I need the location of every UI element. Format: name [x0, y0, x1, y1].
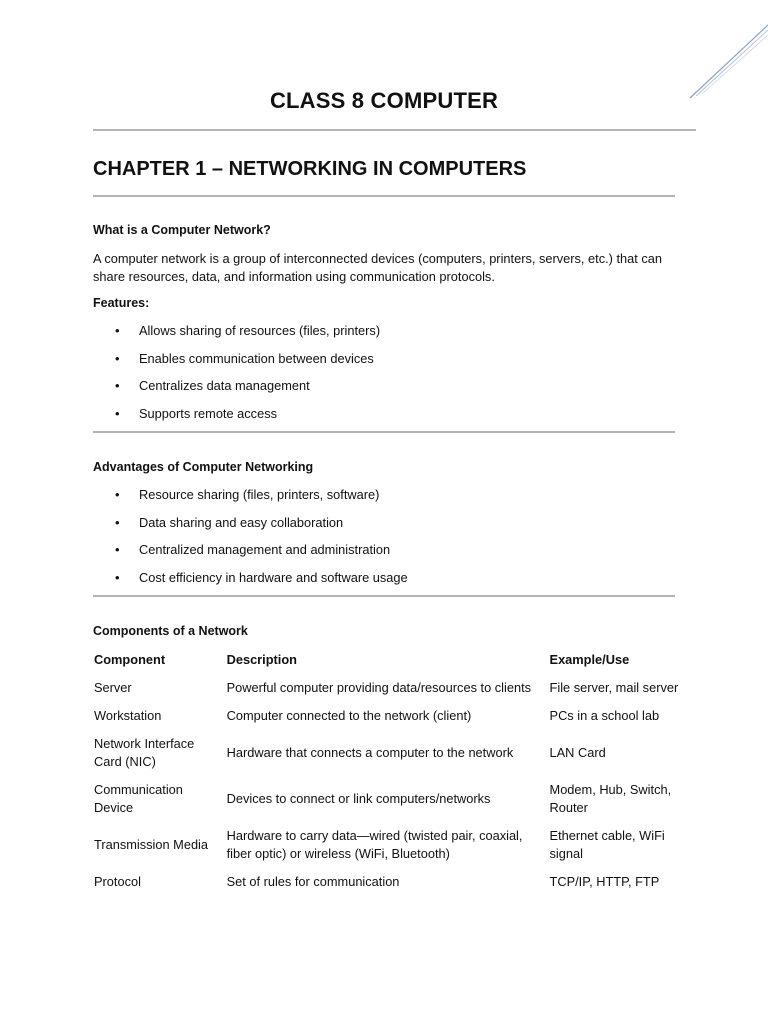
table-row	[93, 675, 683, 703]
list-item: • Supports remote access	[93, 405, 380, 433]
features-heading: Features:	[93, 296, 150, 310]
table-header-row	[93, 648, 683, 675]
list-item: • Centralizes data management	[93, 377, 380, 405]
chapter-heading: CHAPTER 1 – NETWORKING IN COMPUTERS	[93, 158, 527, 180]
table-cell: Communication Device	[94, 782, 183, 815]
network-definition-heading: What is a Computer Network?	[93, 223, 271, 237]
section-divider	[93, 431, 675, 433]
table-cell: Server	[94, 680, 132, 695]
table-cell: Set of rules for communication	[226, 874, 400, 889]
table-cell: File server, mail server	[549, 680, 679, 695]
section-divider	[93, 595, 675, 597]
components-heading: Components of a Network	[93, 624, 248, 638]
table-row	[93, 823, 683, 869]
features-list	[93, 322, 380, 432]
table-cell: Hardware to carry data—wired (twisted pair, coaxial, fiber optic) or wireless (WiFi, Bluetooth)	[226, 828, 523, 861]
table-cell: Transmission Media	[94, 837, 209, 852]
advantages-list	[93, 486, 408, 596]
table-cell: Protocol	[94, 874, 141, 889]
table-cell: Computer connected to the network (client)	[226, 708, 472, 723]
chapter-divider	[93, 195, 675, 197]
table-cell: PCs in a school lab	[549, 708, 660, 723]
table-cell: Powerful computer providing data/resources to clients	[226, 680, 532, 695]
list-item: • Resource sharing (files, printers, software)	[93, 486, 408, 514]
list-item: • Cost efficiency in hardware and software usage	[93, 569, 408, 597]
table-cell: Ethernet cable, WiFi signal	[549, 828, 665, 861]
list-item: • Allows sharing of resources (files, printers)	[93, 322, 380, 350]
table-cell: TCP/IP, HTTP, FTP	[549, 874, 660, 889]
network-definition-paragraph: A computer network is a group of interconnected devices (computers, printers, servers, etc.) that can share resources, data, and information using communication protocols.	[93, 251, 663, 284]
table-cell: Devices to connect or link computers/networks	[226, 791, 491, 806]
table-cell: Hardware that connects a computer to the network	[226, 745, 514, 760]
list-item: • Centralized management and administration	[93, 541, 408, 569]
table-cell: Workstation	[94, 708, 162, 723]
document-title: CLASS 8 COMPUTER	[269, 88, 499, 113]
table-cell: LAN Card	[549, 745, 606, 760]
list-item: • Data sharing and easy collaboration	[93, 514, 408, 542]
table-row	[93, 869, 683, 897]
table-cell: Modem, Hub, Switch, Router	[549, 782, 672, 815]
table-row	[93, 777, 683, 823]
column-header: Component	[94, 652, 166, 667]
advantages-heading: Advantages of Computer Networking	[93, 460, 314, 474]
column-header: Example/Use	[549, 652, 630, 667]
table-row	[93, 731, 683, 777]
column-header: Description	[226, 652, 297, 667]
components-table	[93, 648, 683, 897]
title-divider	[93, 129, 696, 131]
table-row	[93, 703, 683, 731]
list-item: • Enables communication between devices	[93, 350, 380, 378]
table-cell: Network Interface Card (NIC)	[94, 736, 195, 769]
